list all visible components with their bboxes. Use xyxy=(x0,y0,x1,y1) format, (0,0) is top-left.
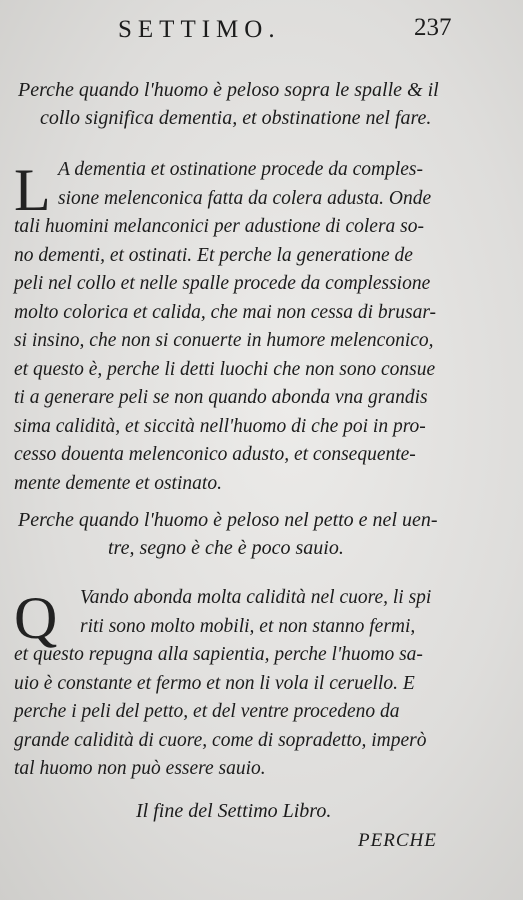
paragraph-line: mente demente et ostinato. xyxy=(14,472,222,494)
paragraph-line: perche i peli del petto, et del ventre procedeno da xyxy=(14,701,400,722)
paragraph-line: no dementi, et ostinati. Et perche la generatione de xyxy=(14,244,413,266)
paragraph-line: sima calidità, et siccità nell'huomo di che poi in pro- xyxy=(14,415,426,437)
paragraph-line: sione melenconica fatta da colera adusta. Onde xyxy=(58,187,432,209)
catchword: PERCHE xyxy=(358,830,437,851)
paragraph-line: si insino, che non si conuerte in humore melenconico, xyxy=(14,330,434,351)
heading-line: Perche quando l'huomo è peloso sopra le spalle & il xyxy=(18,79,439,101)
section-heading-1 xyxy=(18,76,439,132)
paragraph-1-indented xyxy=(58,156,431,213)
paragraph-line: grande calidità di cuore, come di sopradetto, imperò xyxy=(14,729,427,751)
paragraph-line: ti a generare peli se non quando abonda vna grandis xyxy=(14,387,428,408)
paragraph-line: et questo è, perche li detti luochi che non sono consue xyxy=(14,358,436,380)
paragraph-line: A dementia et ostinatione procede da comples- xyxy=(58,159,423,180)
paragraph-line: et questo repugna alla sapientia, perche l'huomo sa- xyxy=(14,644,423,665)
paragraph-line: cesso douenta melenconico adusto, et consequente- xyxy=(14,444,416,465)
paragraph-2-indented xyxy=(80,584,431,641)
paragraph-line: Vando abonda molta calidità nel cuore, li spi xyxy=(80,587,432,608)
drop-cap-l: L xyxy=(14,157,51,223)
paragraph-line: tali huomini melanconici per adustione di colera so- xyxy=(14,216,424,237)
paragraph-line: molto colorica et calida, che mai non cessa di brusar- xyxy=(14,301,437,323)
heading-line: tre, segno è che è poco sauio. xyxy=(108,537,344,559)
paragraph-2 xyxy=(14,641,427,784)
paragraph-line: uio è constante et fermo et non li vola il ceruello. E xyxy=(14,672,415,694)
paragraph-line: peli nel collo et nelle spalle procede da complessione xyxy=(14,273,431,294)
running-head: SETTIMO. xyxy=(118,16,281,43)
page-number: 237 xyxy=(414,14,452,41)
drop-cap-q: Q xyxy=(14,585,58,651)
heading-line: collo significa dementia, et obstinatione nel fare. xyxy=(40,107,432,129)
paragraph-line: riti sono molto mobili, et non stanno fermi, xyxy=(80,615,416,637)
heading-line: Perche quando l'huomo è peloso nel petto e nel uen- xyxy=(18,509,438,531)
closing-line: Il fine del Settimo Libro. xyxy=(136,800,332,822)
paragraph-1 xyxy=(14,213,436,498)
paragraph-line: tal huomo non può essere sauio. xyxy=(14,758,266,779)
page-header xyxy=(0,14,523,54)
section-heading-2 xyxy=(18,506,438,562)
